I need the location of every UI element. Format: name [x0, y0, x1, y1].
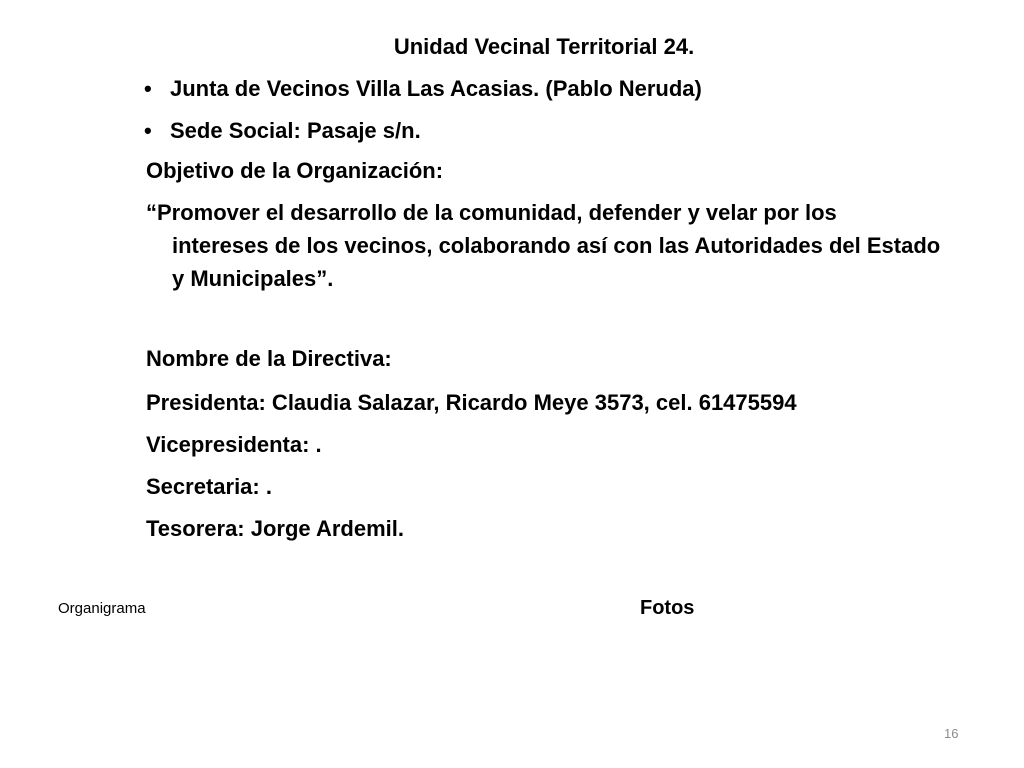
objective-quote-continuation: intereses de los vecinos, colaborando así con las Autoridades del Estado y Municipales”.	[172, 233, 941, 291]
organigrama-label: Organigrama	[58, 600, 146, 617]
slide-title: Unidad Vecinal Territorial 24.	[393, 34, 695, 59]
bullet-symbol: •	[144, 76, 152, 101]
bullet-item-sede	[144, 117, 421, 145]
objective-quote	[146, 196, 946, 295]
objective-quote-first-line: “Promover el desarrollo de la comunidad, defender y velar por los	[146, 200, 837, 225]
directive-vicepresidenta: Vicepresidenta: .	[146, 432, 322, 457]
directive-presidenta: Presidenta: Claudia Salazar, Ricardo Meye 3573, cel. 61475594	[146, 390, 797, 415]
bullet-text-sede: Sede Social: Pasaje s/n.	[170, 118, 421, 143]
page-number: 16	[944, 726, 959, 741]
directive-secretaria: Secretaria: .	[146, 474, 272, 499]
directive-heading: Nombre de la Directiva:	[146, 346, 392, 371]
fotos-label: Fotos	[640, 597, 695, 619]
directive-tesorera: Tesorera: Jorge Ardemil.	[146, 516, 404, 541]
bullet-symbol: •	[144, 118, 152, 143]
bullet-item-junta	[144, 75, 702, 103]
objective-heading: Objetivo de la Organización:	[146, 158, 444, 183]
bullet-text-junta: Junta de Vecinos Villa Las Acasias. (Pablo Neruda)	[170, 76, 702, 101]
